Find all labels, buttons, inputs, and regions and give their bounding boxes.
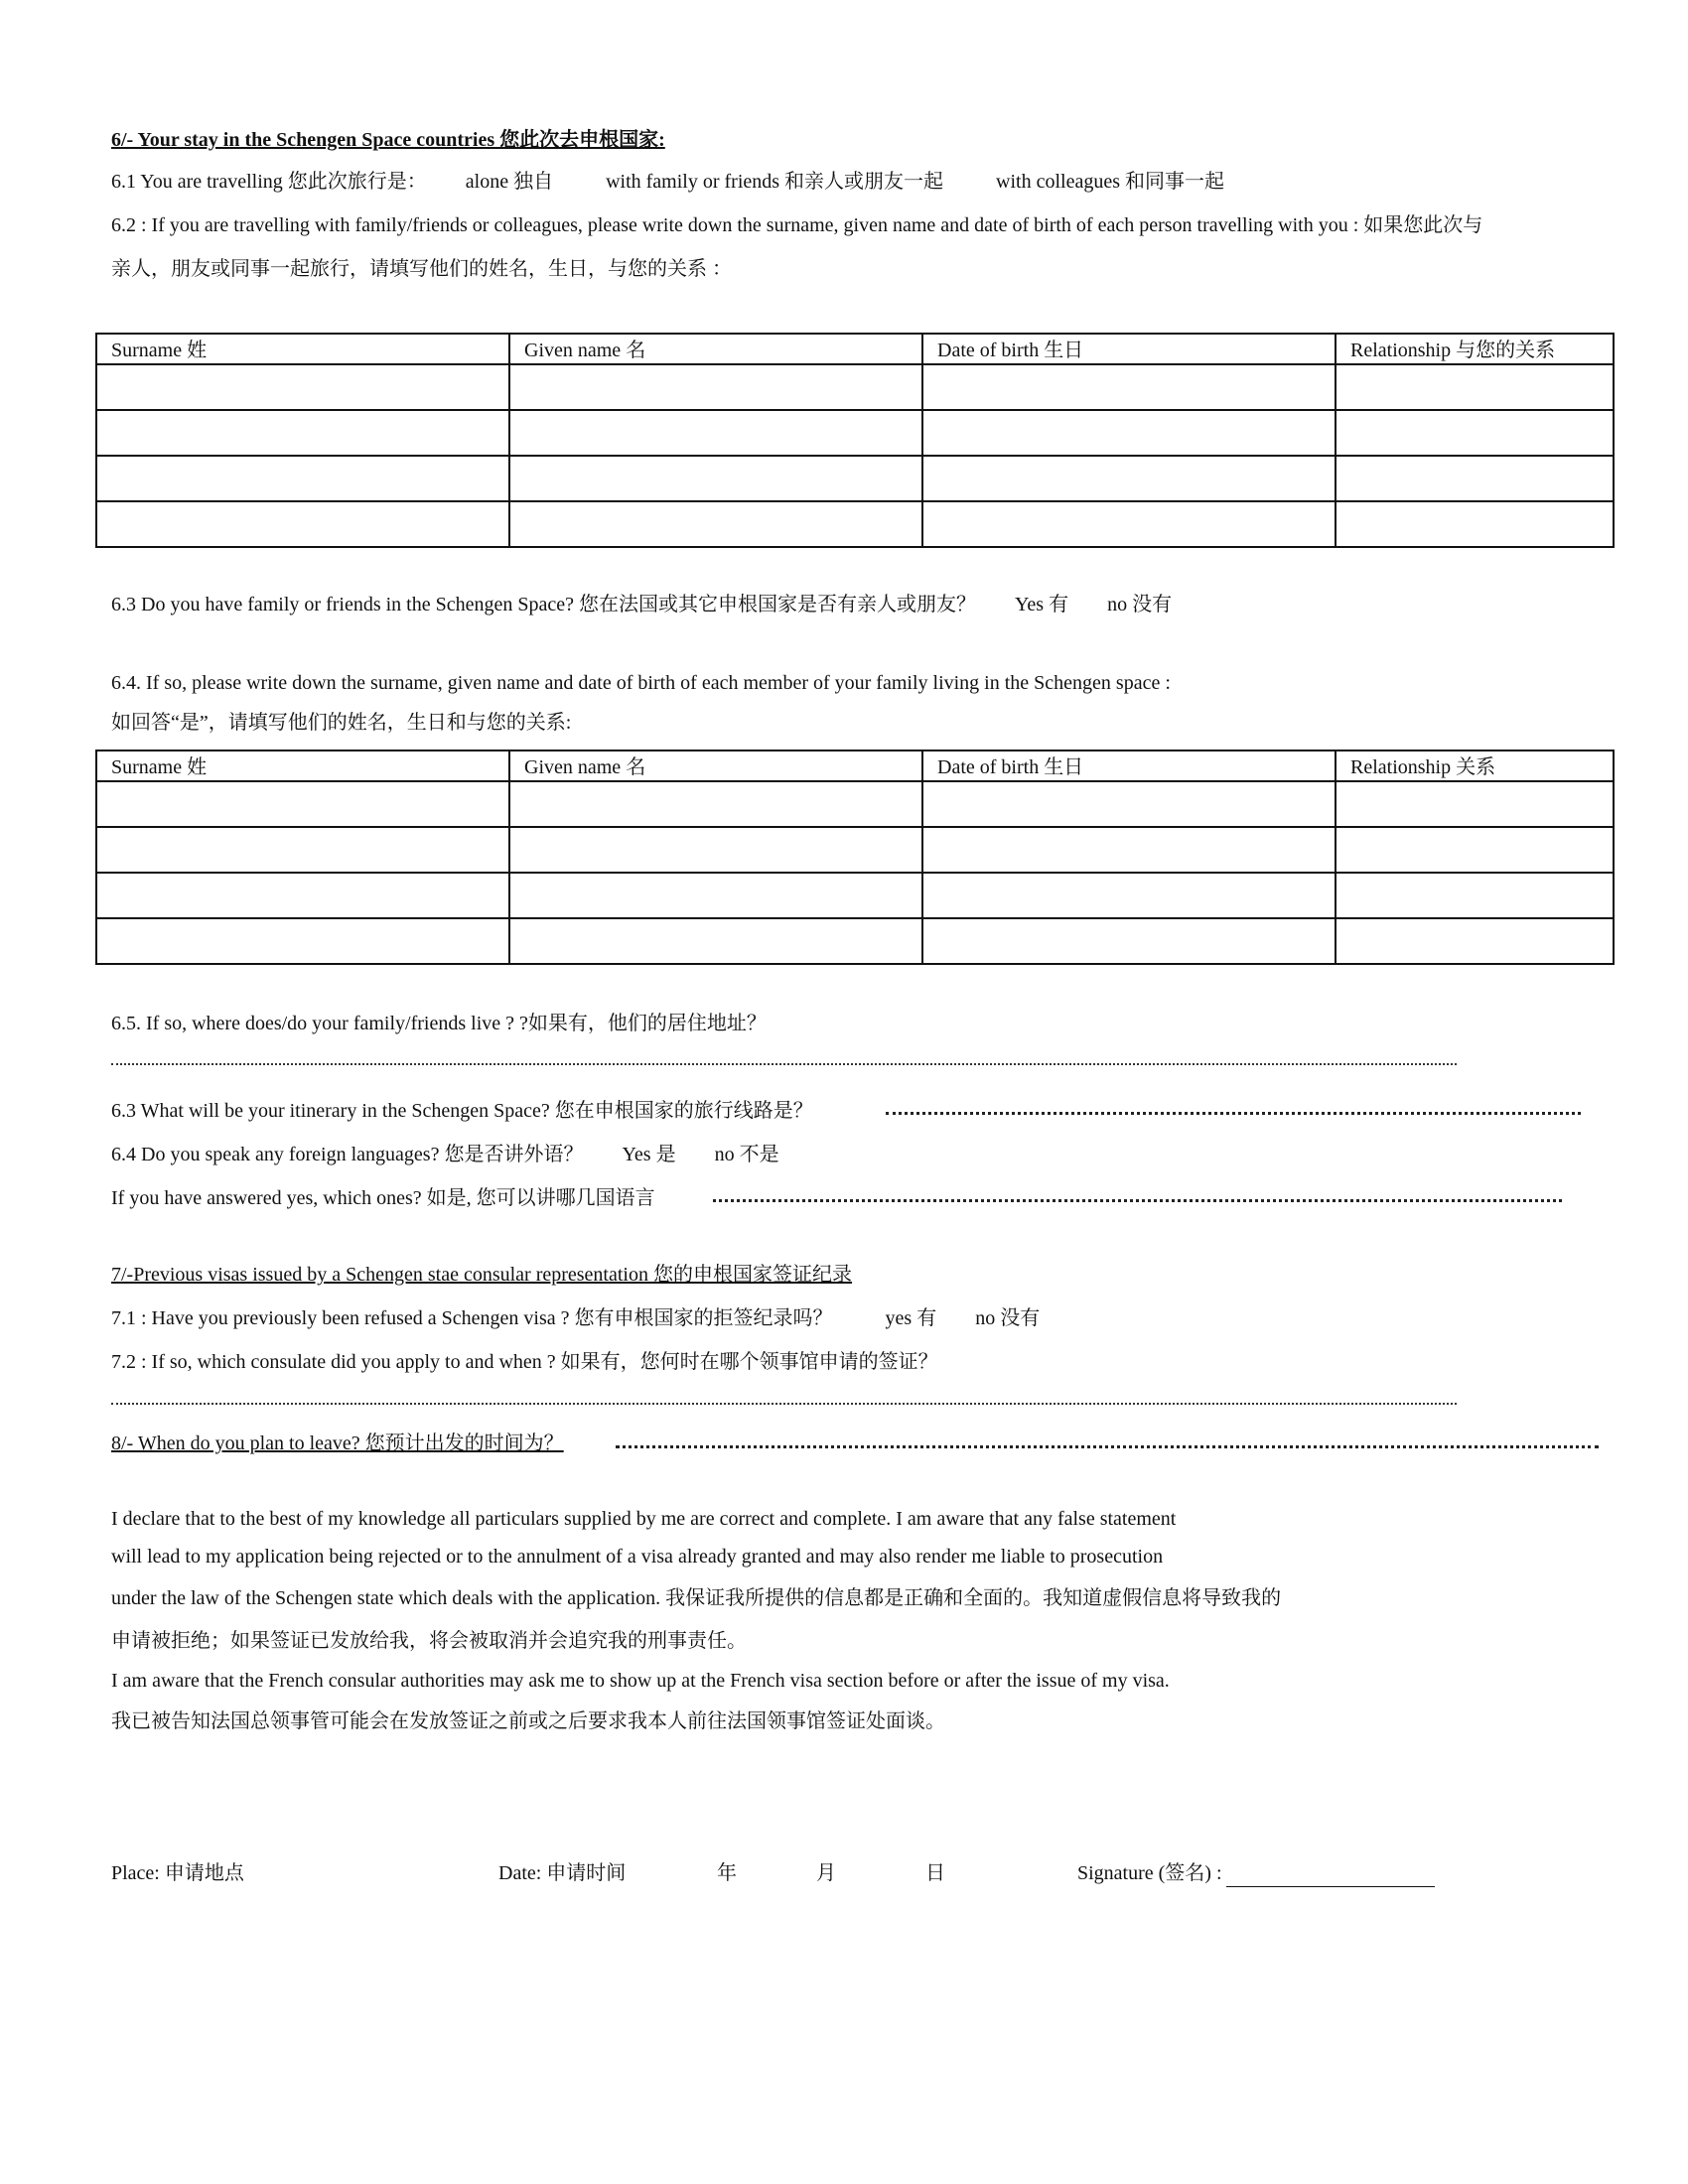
signature-label: Signature (签名) : <box>1077 1862 1222 1884</box>
cell-input[interactable] <box>509 501 922 547</box>
cell-input[interactable] <box>1336 827 1614 873</box>
cell-input[interactable] <box>1336 410 1614 456</box>
cell-input[interactable] <box>96 410 509 456</box>
cell-input[interactable] <box>96 456 509 501</box>
date-month-label: 月 <box>816 1862 836 1884</box>
q64-line1: 6.4. If so, please write down the surname, given name and date of birth of each member of your family living in the Schengen space : <box>111 672 1171 694</box>
col-given-name: Given name 名 <box>509 334 922 364</box>
q61-option-alone[interactable]: alone 独自 <box>465 171 554 193</box>
date-label: Date: 申请时间 <box>498 1862 627 1884</box>
declaration-line-1: I declare that to the best of my knowledge all particulars supplied by me are correct and complete. I am aware that any false statement <box>111 1508 1177 1530</box>
cell-input[interactable] <box>922 918 1336 964</box>
cell-input[interactable] <box>509 456 922 501</box>
q64c-answer-line[interactable] <box>713 1199 1562 1202</box>
place-label: Place: 申请地点 <box>111 1862 244 1884</box>
declaration-line-6: 我已被告知法国总领事管可能会在发放签证之前或之后要求我本人前往法国领事馆签证处面谈。 <box>111 1710 945 1732</box>
cell-input[interactable] <box>96 827 509 873</box>
cell-input[interactable] <box>509 918 922 964</box>
q72-answer-line[interactable] <box>111 1403 1457 1405</box>
cell-input[interactable] <box>96 873 509 918</box>
cell-input[interactable] <box>922 410 1336 456</box>
table-row <box>96 918 1614 964</box>
q63-option-no[interactable]: no 没有 <box>1107 594 1173 615</box>
cell-input[interactable] <box>96 918 509 964</box>
q71-label: 7.1 : Have you previously been refused a Schengen visa ? 您有申根国家的拒签纪录吗？ <box>111 1307 833 1329</box>
cell-input[interactable] <box>922 501 1336 547</box>
table-header <box>96 334 1614 364</box>
q61-option-family[interactable]: with family or friends 和亲人或朋友一起 <box>606 171 944 193</box>
cell-input[interactable] <box>1336 873 1614 918</box>
q64b-option-no[interactable]: no 不是 <box>714 1144 779 1165</box>
cell-input[interactable] <box>1336 781 1614 827</box>
table-row <box>96 827 1614 873</box>
cell-input[interactable] <box>1336 364 1614 410</box>
q71-option-yes[interactable]: yes 有 <box>885 1307 937 1329</box>
q65-label: 6.5. If so, where does/do your family/friends live ? ?如果有，他们的居住地址？ <box>111 1013 767 1034</box>
cell-input[interactable] <box>509 873 922 918</box>
declaration-line-4: 申请被拒绝；如果签证已发放给我，将会被取消并会追究我的刑事责任。 <box>111 1630 747 1652</box>
section7-title: 7/-Previous visas issued by a Schengen stae consular representation 您的申根国家签证纪录 <box>111 1264 852 1286</box>
q63b-answer-line[interactable] <box>886 1112 1581 1115</box>
q71-option-no[interactable]: no 没有 <box>975 1307 1041 1329</box>
cell-input[interactable] <box>922 364 1336 410</box>
col-relationship: Relationship 关系 <box>1336 751 1614 781</box>
cell-input[interactable] <box>922 781 1336 827</box>
q63-option-yes[interactable]: Yes 有 <box>1014 594 1069 615</box>
table-row <box>96 410 1614 456</box>
cell-input[interactable] <box>509 364 922 410</box>
col-date-of-birth: Date of birth 生日 <box>922 751 1336 781</box>
table-header <box>96 751 1614 781</box>
q64b-option-yes[interactable]: Yes 是 <box>622 1144 676 1165</box>
q61-option-colleagues[interactable]: with colleagues 和同事一起 <box>996 171 1225 193</box>
section8-title: 8/- When do you plan to leave? 您预计出发的时间为？ <box>111 1433 564 1454</box>
companions-table <box>95 333 1615 548</box>
col-date-of-birth: Date of birth 生日 <box>922 334 1336 364</box>
q63-label: 6.3 Do you have family or friends in the Schengen Space? 您在法国或其它申根国家是否有亲人或朋友？ <box>111 594 976 615</box>
cell-input[interactable] <box>96 364 509 410</box>
q72-label: 7.2 : If so, which consulate did you apply to and when ? 如果有，您何时在哪个领事馆申请的签证？ <box>111 1351 938 1373</box>
declaration-line-2: will lead to my application being rejected or to the annulment of a visa already granted and may also render me liable to prosecution <box>111 1546 1164 1568</box>
signature-line[interactable] <box>1226 1864 1435 1887</box>
family-table <box>95 750 1615 965</box>
q64c-label: If you have answered yes, which ones? 如是, 您可以讲哪几国语言 <box>111 1187 655 1209</box>
cell-input[interactable] <box>922 827 1336 873</box>
q64-line2: 如回答“是”，请填写他们的姓名，生日和与您的关系: <box>111 712 572 734</box>
date-day-label: 日 <box>925 1862 945 1884</box>
table-row <box>96 364 1614 410</box>
q64b-label: 6.4 Do you speak any foreign languages? 您是否讲外语？ <box>111 1144 584 1165</box>
q64b-row <box>111 1141 779 1168</box>
declaration-line-3: under the law of the Schengen state which deals with the application. 我保证我所提供的信息都是正确和全面的。我知道虚假信息将导致我的 <box>111 1587 1282 1609</box>
col-surname: Surname 姓 <box>96 751 509 781</box>
cell-input[interactable] <box>922 456 1336 501</box>
q63-row <box>111 591 1172 618</box>
table-row <box>96 873 1614 918</box>
date-year-label: 年 <box>717 1862 737 1884</box>
leave-date-answer-line[interactable] <box>616 1445 1599 1448</box>
cell-input[interactable] <box>1336 501 1614 547</box>
signature-row <box>1077 1859 1435 1887</box>
cell-input[interactable] <box>1336 456 1614 501</box>
q61-label: 6.1 You are travelling 您此次旅行是： <box>111 171 427 193</box>
q62-line1: 6.2 : If you are travelling with family/friends or colleagues, please write down the surname, given name and date of birth of each person travelling with you : 如果您此次与 <box>111 214 1483 236</box>
section6-title: 6/- Your stay in the Schengen Space countries 您此次去申根国家: <box>111 129 665 151</box>
col-given-name: Given name 名 <box>509 751 922 781</box>
table-row <box>96 781 1614 827</box>
table-row <box>96 501 1614 547</box>
q61-row <box>111 168 1224 196</box>
col-relationship: Relationship 与您的关系 <box>1336 334 1614 364</box>
cell-input[interactable] <box>1336 918 1614 964</box>
cell-input[interactable] <box>509 781 922 827</box>
table-row <box>96 456 1614 501</box>
cell-input[interactable] <box>96 781 509 827</box>
declaration-line-5: I am aware that the French consular authorities may ask me to show up at the French visa section before or after the issue of my visa. <box>111 1670 1170 1692</box>
q65-answer-line[interactable] <box>111 1063 1457 1065</box>
cell-input[interactable] <box>509 410 922 456</box>
cell-input[interactable] <box>509 827 922 873</box>
col-surname: Surname 姓 <box>96 334 509 364</box>
q63b-label: 6.3 What will be your itinerary in the Schengen Space? 您在申根国家的旅行线路是？ <box>111 1100 813 1122</box>
cell-input[interactable] <box>96 501 509 547</box>
cell-input[interactable] <box>922 873 1336 918</box>
q62-line2: 亲人，朋友或同事一起旅行，请填写他们的姓名，生日，与您的关系 ： <box>111 258 732 280</box>
q71-row <box>111 1304 1040 1332</box>
